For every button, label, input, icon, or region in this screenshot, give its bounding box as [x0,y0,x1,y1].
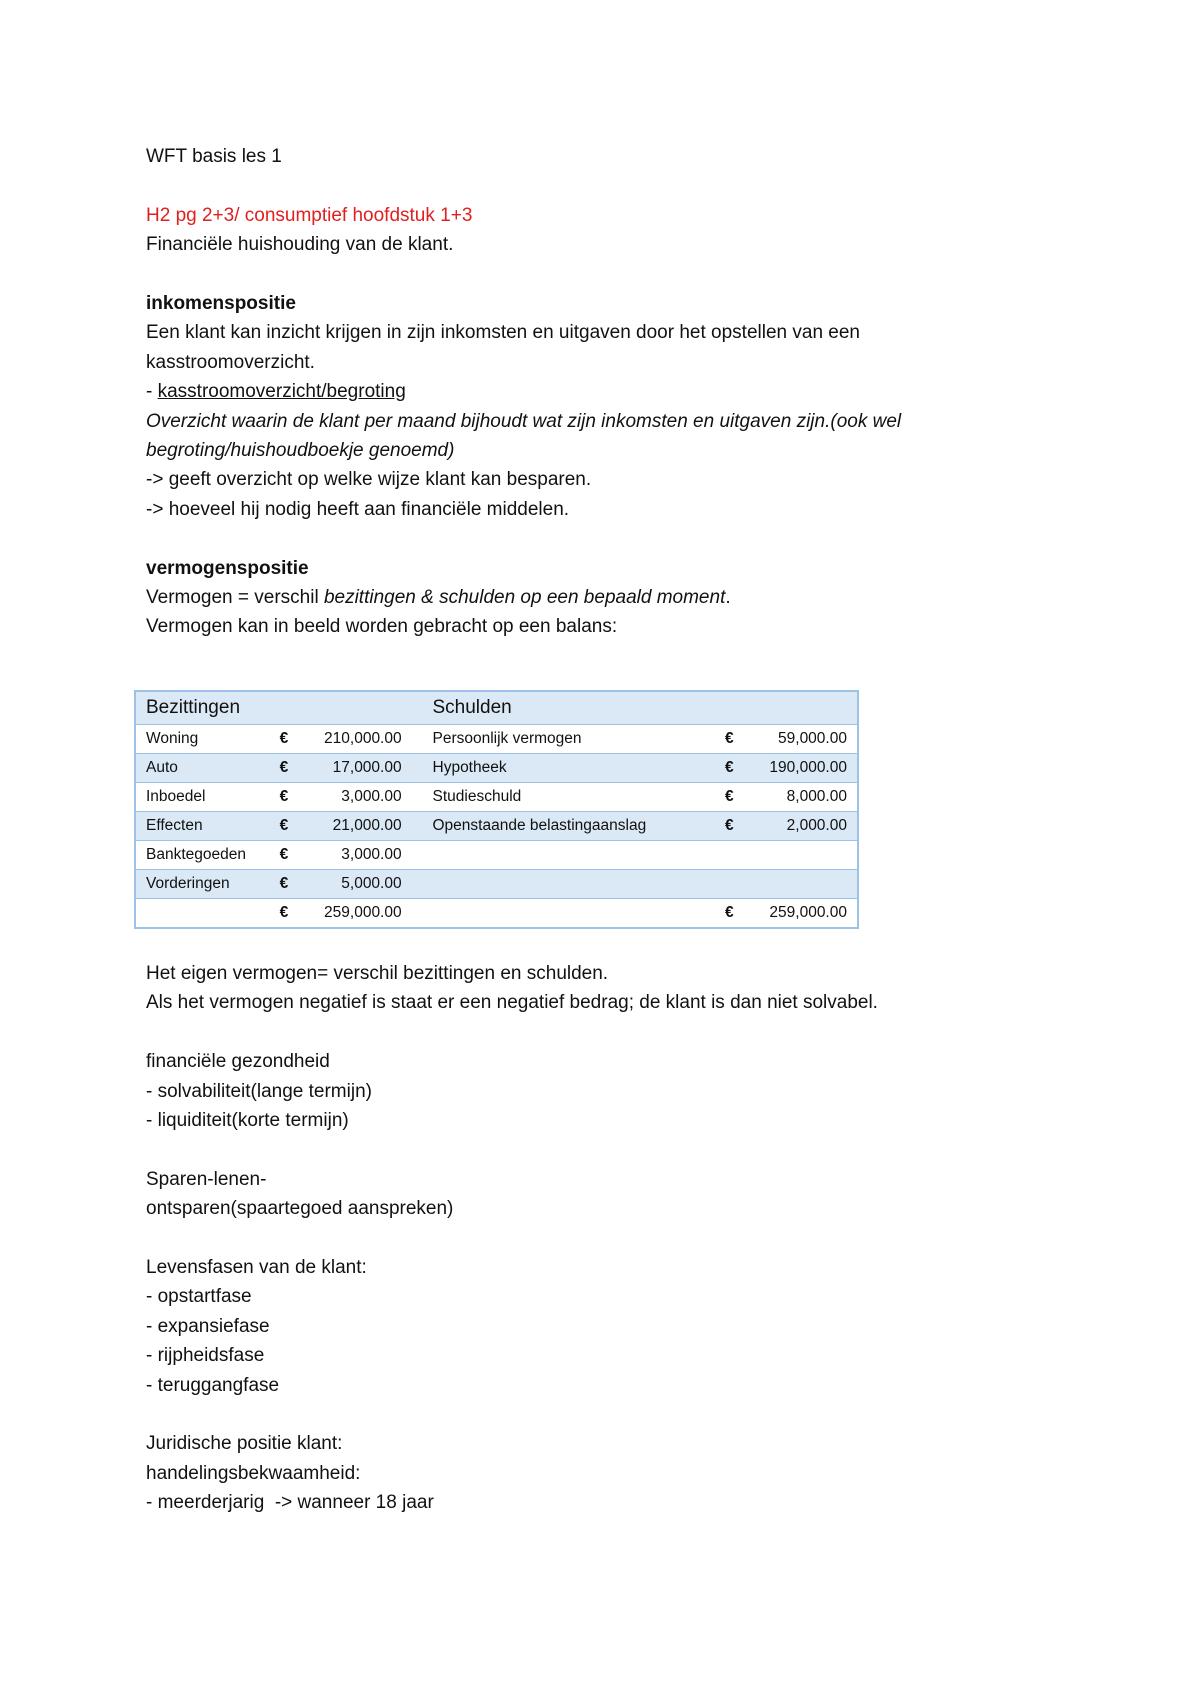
juridisch-subheading: handelingsbekwaamheid: [146,1462,361,1484]
list-item: - expansiefase [146,1315,270,1337]
list-item: - opstartfase [146,1286,252,1308]
document-title: WFT basis les 1 [146,146,282,167]
table-row: Woning € 210,000.00 Persoonlijk vermogen € 59,000.00 [135,725,858,754]
eigen-vermogen-line-2: Als het vermogen negatief is staat er een negatief bedrag; de klant is dan niet solvabel. [146,992,878,1014]
kasstroom-definition-line-2: begroting/huishoudboekje genoemd) [146,440,455,462]
list-item: - teruggangfase [146,1374,280,1396]
list-item: - solvabiliteit(lange termijn) [146,1080,372,1102]
table-row: Vorderingen € 5,000.00 [135,870,858,899]
chapter-title: Financiële huishouding van de klant. [146,234,454,256]
vermogen-definition: Vermogen = verschil bezittingen & schulden op een bepaald moment. [146,587,731,609]
inkomen-point-1: -> geeft overzicht op welke wijze klant kan besparen. [146,469,592,491]
table-row: Banktegoeden € 3,000.00 [135,841,858,870]
inkomen-intro-line-2: kasstroomoverzicht. [146,351,315,373]
inkomen-intro-line-1: Een klant kan inzicht krijgen in zijn inkomsten en uitgaven door het opstellen van een [146,322,860,344]
juridisch-heading: Juridische positie klant: [146,1433,343,1455]
table-row: Inboedel € 3,000.00 Studieschuld € 8,000.00 [135,783,858,812]
header-schulden: Schulden [423,691,715,725]
kasstroom-definition-line-1: Overzicht waarin de klant per maand bijhoudt wat zijn inkomsten en uitgaven zijn.(ook wel [146,410,902,432]
total-assets: 259,000.00 [324,904,402,921]
table-row: Auto € 17,000.00 Hypotheek € 190,000.00 [135,754,858,783]
eigen-vermogen-line-1: Het eigen vermogen= verschil bezittingen en schulden. [146,963,609,984]
table-row: Effecten € 21,000.00 Openstaande belastingaanslag € 2,000.00 [135,812,858,841]
inkomen-point-2: -> hoeveel hij nodig heeft aan financiële middelen. [146,498,570,520]
kasstroom-bullet: - kasstroomoverzicht/begroting [146,381,406,403]
levensfasen-heading: Levensfasen van de klant: [146,1257,367,1279]
table-total-row: € 259,000.00 € 259,000.00 [135,899,858,929]
document-page-lower [146,959,1046,1518]
inkomenspositie-heading: inkomenspositie [146,293,296,314]
juridisch-item: - meerderjarig -> wanneer 18 jaar [146,1492,434,1514]
balance-sheet-table [134,690,859,929]
balans-intro: Vermogen kan in beeld worden gebracht op een balans: [146,616,618,638]
document-page [146,142,1046,642]
chapter-reference: H2 pg 2+3/ consumptief hoofdstuk 1+3 [146,204,473,226]
list-item: - rijpheidsfase [146,1345,265,1367]
list-item: - liquiditeit(korte termijn) [146,1110,349,1132]
kasstroom-term: kasstroomoverzicht/begroting [157,381,406,403]
gezondheid-heading: financiële gezondheid [146,1051,330,1073]
header-bezittingen: Bezittingen [135,691,270,725]
sparen-line-1: Sparen-lenen- [146,1168,267,1190]
vermogenspositie-heading: vermogenspositie [146,557,309,579]
table-header-row [135,691,858,725]
total-liabilities: 259,000.00 [769,904,847,921]
sparen-line-2: ontsparen(spaartegoed aanspreken) [146,1198,454,1220]
